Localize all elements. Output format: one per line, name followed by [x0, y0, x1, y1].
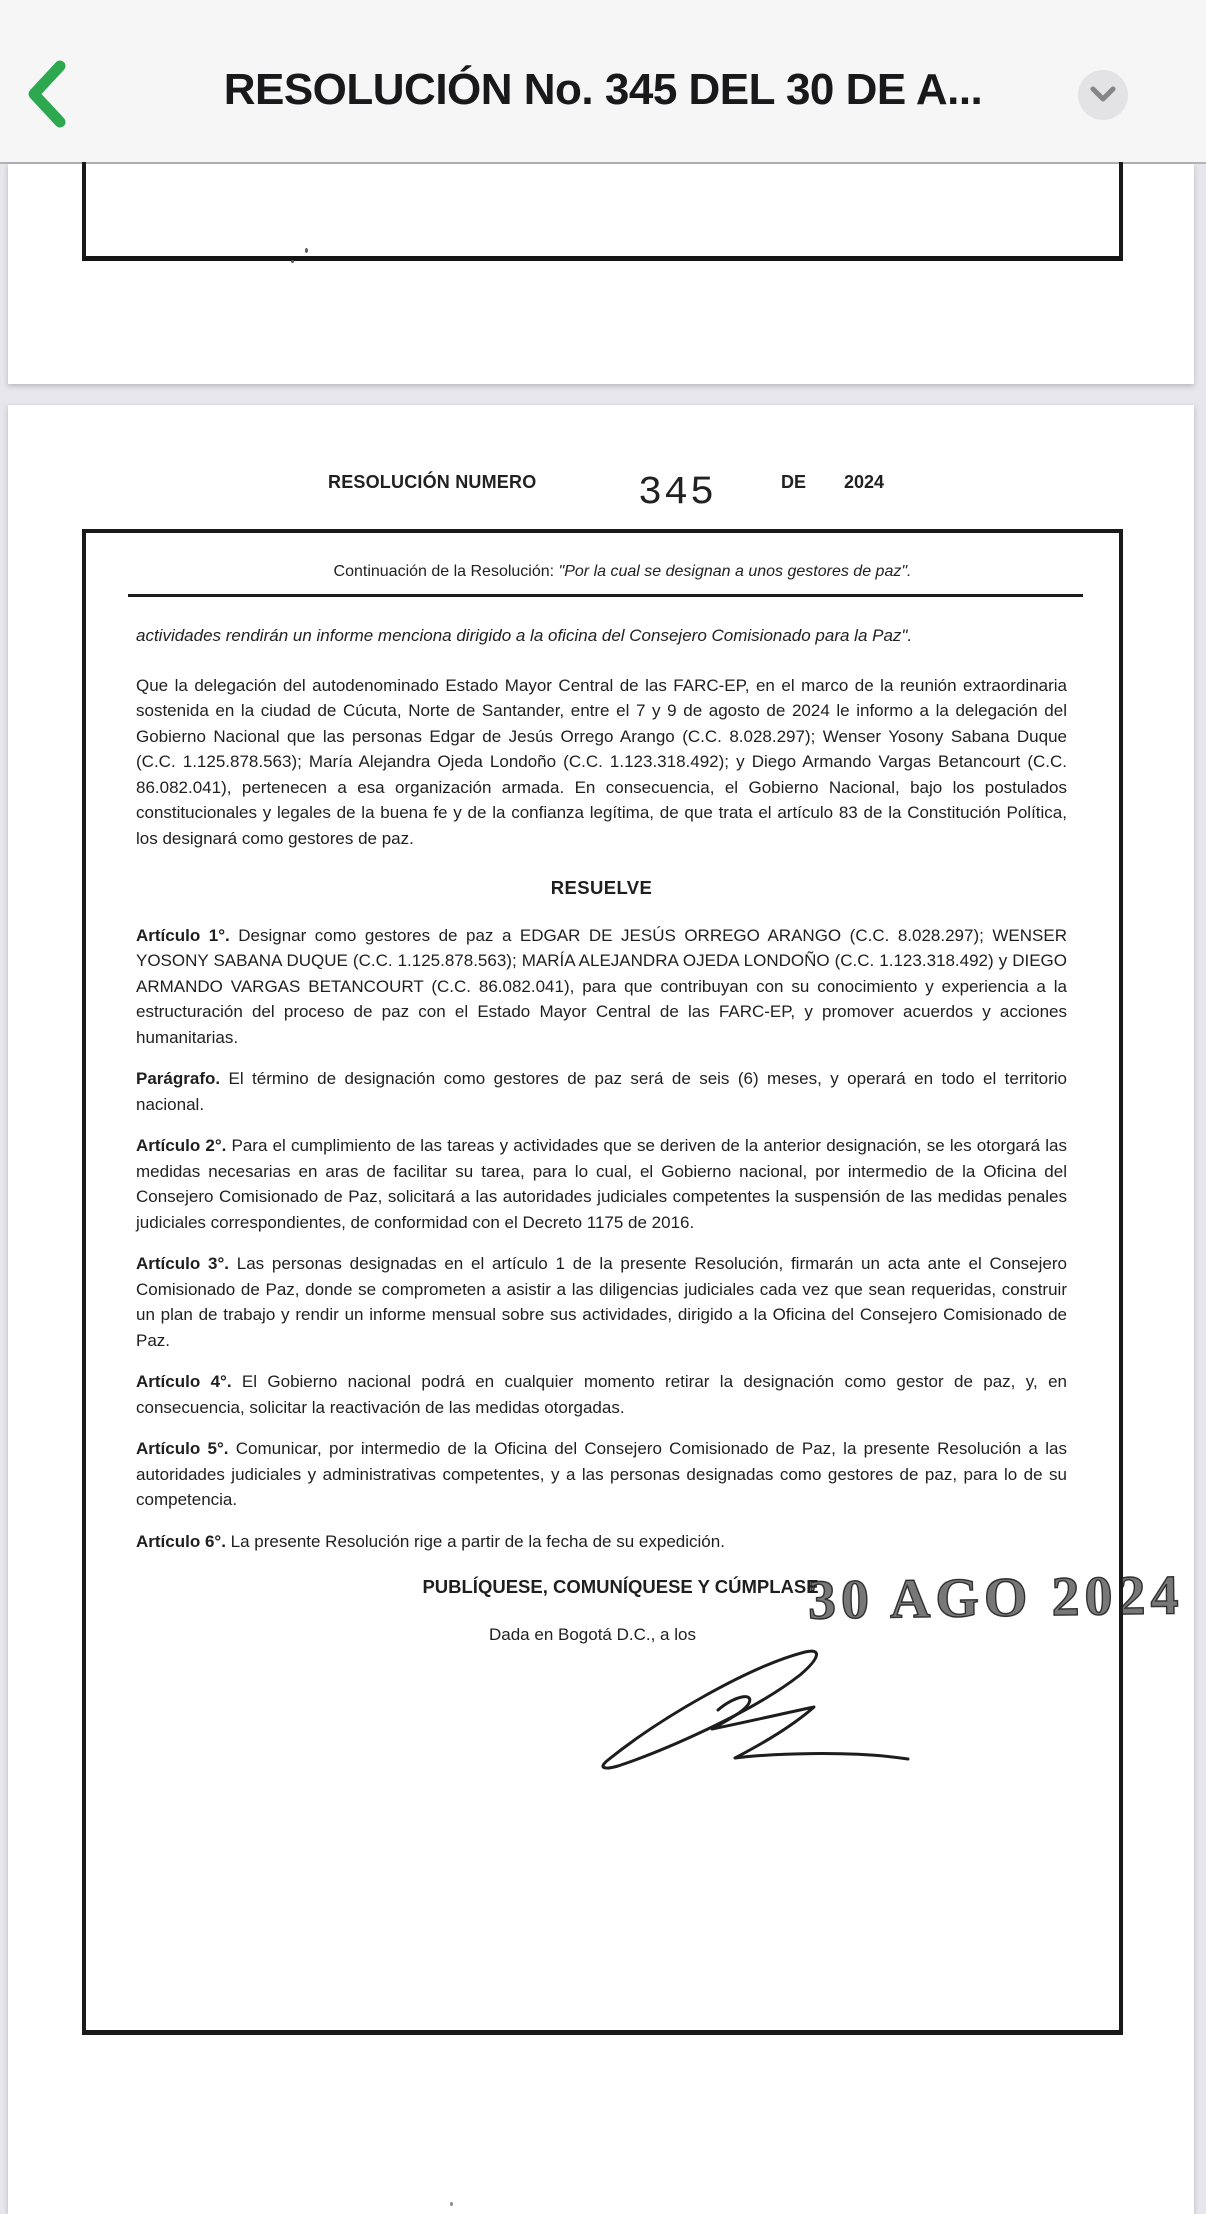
- article-paragraph-paragrafo: Parágrafo. El término de designación como gestores de paz será de seis (6) meses, y operará en todo el territorio nacional.: [136, 1069, 1067, 1114]
- continuation-quote: "Por la cual se designan a unos gestores de paz".: [558, 563, 912, 580]
- resolution-year: 2024: [844, 472, 885, 492]
- document-viewer[interactable]: [0, 164, 1206, 2214]
- scan-noise-speck: [291, 260, 294, 263]
- chevron-left-icon: [24, 116, 68, 131]
- resolution-number-label: RESOLUCIÓN NUMERO: [328, 472, 537, 492]
- article-lead: Artículo 2°.: [136, 1136, 227, 1155]
- article-lead: Artículo 5°.: [136, 1439, 229, 1458]
- chevron-down-icon: [1090, 86, 1116, 105]
- collapse-button[interactable]: [1078, 70, 1128, 120]
- article-paragraph-5: Artículo 5°. Comunicar, por intermedio de la Oficina del Consejero Comisionado de Paz, la presente Resolución a las autoridades judiciales y administrativas competentes, y a las personas designadas como gestores de paz, para lo de su competencia.: [136, 1439, 1067, 1509]
- continuation-prefix: Continuación de la Resolución:: [333, 563, 559, 580]
- closing-line: PUBLÍQUESE, COMUNÍQUESE Y CÚMPLASE: [422, 1576, 819, 1597]
- resolution-de-label: DE: [781, 472, 807, 492]
- back-button[interactable]: [22, 58, 70, 132]
- article-lead: Artículo 6°.: [136, 1531, 226, 1551]
- scan-box: [82, 529, 1184, 2035]
- resolution-body: [86, 597, 1184, 1852]
- page-title: RESOLUCIÓN No. 345 DEL 30 DE A...: [223, 65, 983, 114]
- article-paragraph-2: Artículo 2°. Para el cumplimiento de las tareas y actividades que se deriven de la anterior designación, se les otorgará las medidas necesarias en aras de facilitar su tarea, para lo cual, el Gobierno nacional, por intermedio de la Oficina del Consejero Comisionado de Paz, solicitará a las autoridades judiciales competentes la suspensión de las medidas penales judiciales correspondientes, de conformidad con el Decreto 1175 de 2016.: [136, 1136, 1067, 1232]
- signature: [598, 1646, 928, 1799]
- article-paragraph-6: Artículo 6°. La presente Resolución rige a partir de la fecha de su expedición.: [136, 1531, 725, 1551]
- article-lead: Artículo 3°.: [136, 1254, 229, 1273]
- continuation-line: [106, 563, 1139, 581]
- page-card-previous: [8, 164, 1194, 384]
- dada-line: Dada en Bogotá D.C., a los: [489, 1624, 696, 1644]
- scan-noise-speck: [305, 248, 308, 253]
- article-lead: Parágrafo.: [136, 1069, 221, 1088]
- date-stamp: 30 AGO 2024: [807, 1563, 1184, 1632]
- scan-box-partial: [82, 162, 1123, 261]
- article-paragraph-3: Artículo 3°. Las personas designadas en el artículo 1 de la presente Resolución, firmarán un acta ante el Consejero Comisionado de Paz, donde se comprometen a asistir a las diligencias judiciales cada vez que sean requeridas, construir un plan de trabajo y rendir un informe mensual sobre sus actividades, dirigido a la Oficina del Consejero Comisionado de Paz.: [136, 1254, 1067, 1350]
- resolution-number-value: 345: [638, 471, 717, 516]
- scan-noise-speck: [450, 2202, 453, 2206]
- article-paragraph-4: Artículo 4°. El Gobierno nacional podrá en cualquier momento retirar la designación como gestor de paz, y, en consecuencia, solicitar la reactivación de las medidas otorgadas.: [136, 1372, 1067, 1417]
- article-paragraph-1: Artículo 1°. Designar como gestores de paz a EDGAR DE JESÚS ORREGO ARANGO (C.C. 8.028.297); WENSER YOSONY SABANA DUQUE (C.C. 1.125.878.563); MARÍA ALEJANDRA OJEDA LONDOÑO (C.C. 1.123.318.492) y DIEGO ARMANDO VARGAS BETANCOURT (C.C. 86.082.041), para que contribuyan con su conocimiento y experiencia a la estructuración del proceso de paz con el Estado Mayor Central de las FARC-EP, y promover acuerdos y acciones humanitarias.: [136, 925, 1067, 1047]
- nav-bar: [0, 0, 1206, 164]
- article-lead: Artículo 1°.: [136, 925, 230, 945]
- paragraph-intro: actividades rendirán un informe menciona dirigido a la oficina del Consejero Comisionado para la Paz".: [136, 626, 913, 645]
- resuelve-heading: RESUELVE: [550, 877, 653, 898]
- page-card-resolution: [8, 405, 1194, 2214]
- paragraph-considerando: Que la delegación del autodenominado Estado Mayor Central de las FARC-EP, en el marco de la reunión extraordinaria sostenida en la ciudad de Cúcuta, Norte de Santander, entre el 7 y 9 de agosto de 2024 le informo a la delegación del Gobierno Nacional que las personas Edgar de Jesús Orrego Arango (C.C. 8.028.297); Wenser Yosony Sabana Duque (C.C. 1.125.878.563); María Alejandra Ojeda Londoño (C.C. 1.123.318.492); y Diego Armando Vargas Betancourt (C.C. 86.082.041), pertenecen a esa organización armada. En consecuencia, el Gobierno Nacional, bajo los postulados constitucionales y legales de la buena fe y de la confianza legítima, de que trata el artículo 83 de la Constitución Política, los designará como gestores de paz.: [136, 675, 1067, 848]
- article-lead: Artículo 4°.: [136, 1372, 232, 1391]
